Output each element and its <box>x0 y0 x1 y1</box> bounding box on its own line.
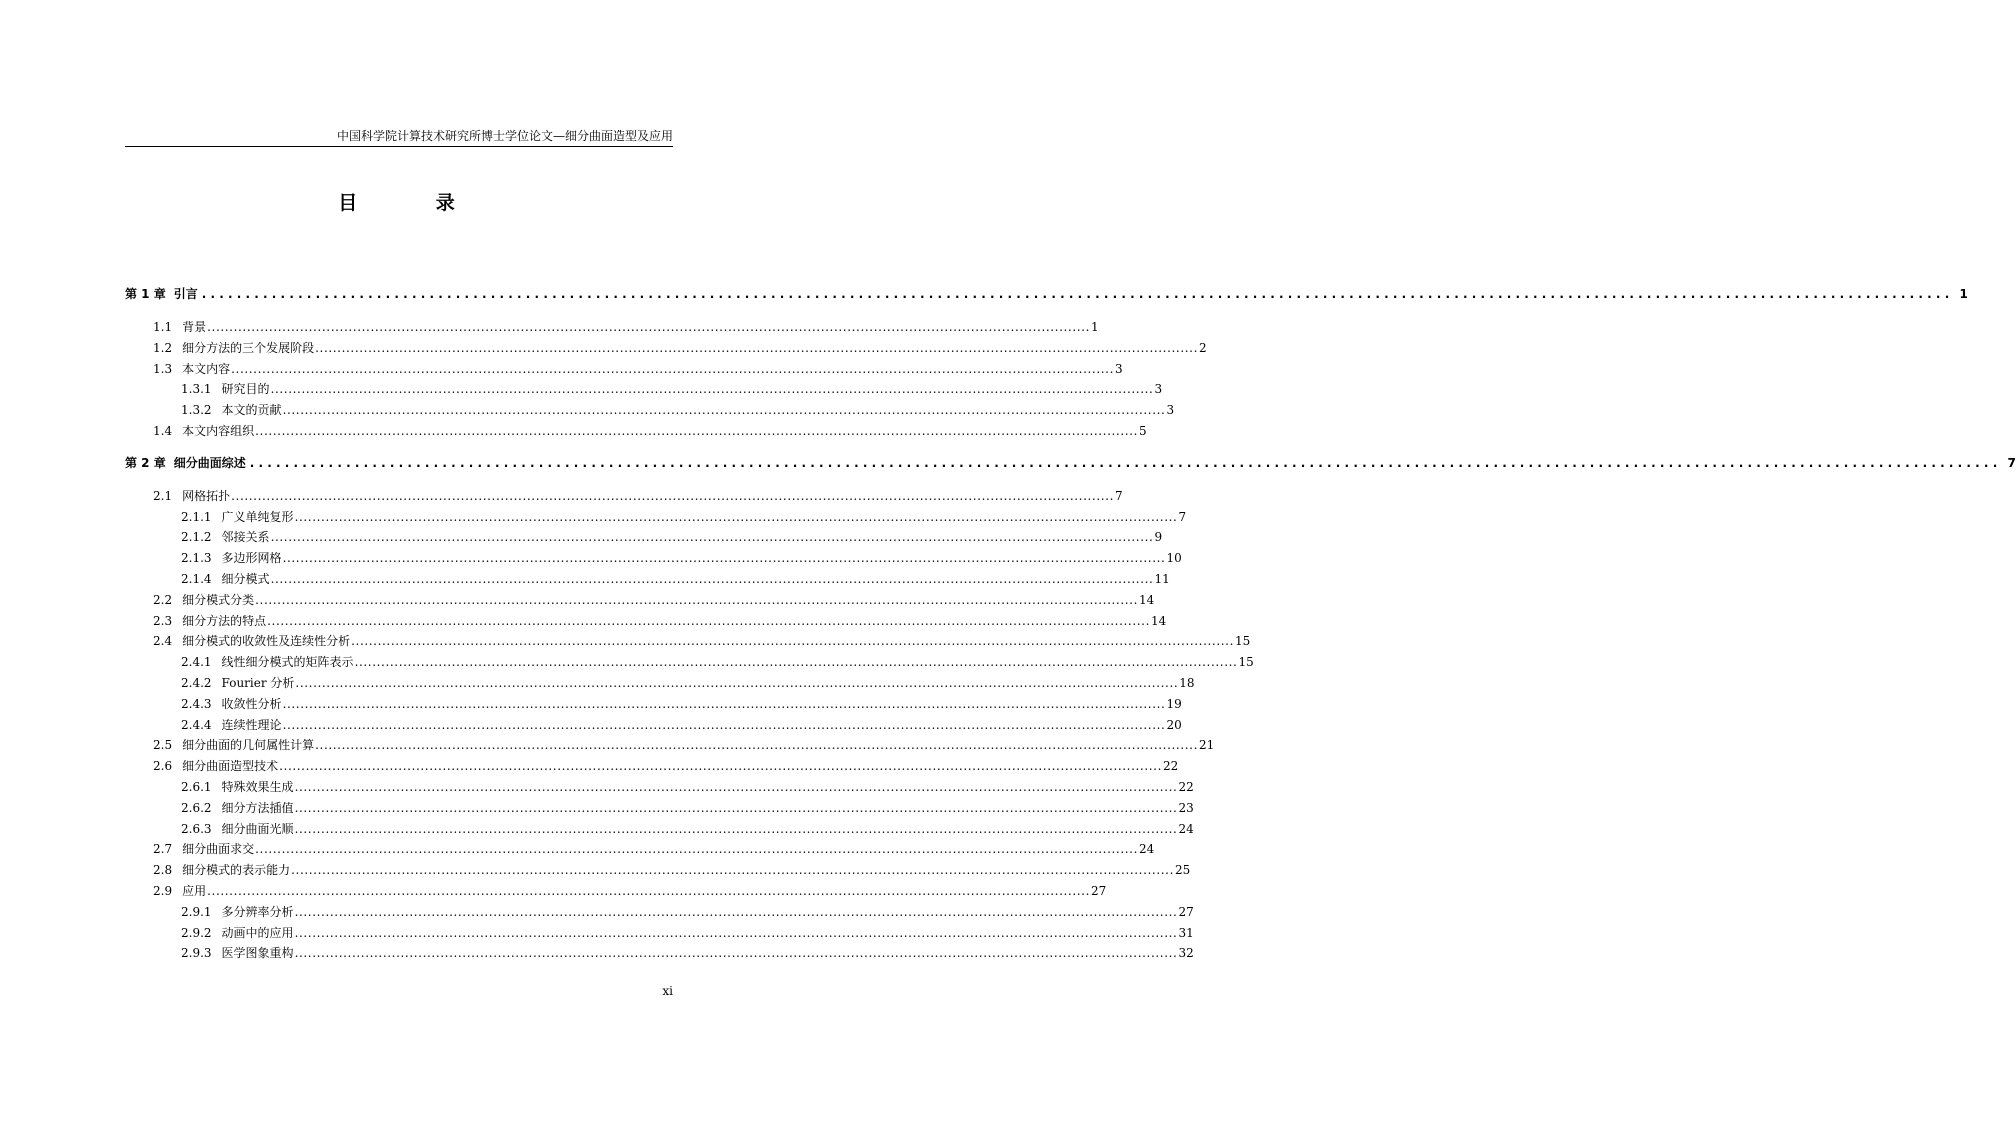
toc-entry-number: 2.9.1 <box>181 904 212 919</box>
toc-entry-title: 网格拓扑 <box>182 488 231 503</box>
toc-entry-subsection[interactable] <box>125 400 1175 420</box>
toc-entry-title: 本文内容组织 <box>182 424 255 438</box>
toc-entry-number: 2.1.2 <box>181 530 212 545</box>
toc-entry-section[interactable] <box>125 611 1167 631</box>
toc-entry-page: 31 <box>1178 925 1194 940</box>
toc-entry-number: 2.8 <box>153 863 173 878</box>
toc-leader-dots: ........................................................................................................................................................................................................ <box>201 287 1954 301</box>
toc-entry-page: 27 <box>1178 904 1194 919</box>
toc-entry-number: 2.1.4 <box>181 572 212 586</box>
toc-leader-dots: ........................................................................................................................................................................................................ <box>207 884 1090 898</box>
toc-entry-title: Fourier 分析 <box>221 676 295 690</box>
toc-entry-page: 9 <box>1154 530 1163 545</box>
toc-entry-section[interactable] <box>125 317 1099 337</box>
toc-entry-subsection[interactable] <box>125 527 1163 547</box>
toc-leader-dots: ........................................................................................................................................................................................................ <box>255 592 1138 607</box>
toc-entry-subsection[interactable] <box>125 819 1194 839</box>
toc-entry-page: 14 <box>1139 592 1155 607</box>
toc-entry-section[interactable] <box>125 735 1215 755</box>
toc-entry-title: 本文内容 <box>182 361 231 376</box>
toc-entry-number: 1.3 <box>153 361 173 376</box>
toc-entry-section[interactable] <box>125 881 1107 901</box>
toc-entry-page: 2 <box>1199 340 1207 355</box>
toc-entry-title: 细分曲面造型技术 <box>182 759 279 774</box>
toc-entry-page: 15 <box>1235 634 1251 649</box>
toc-entry-page: 5 <box>1139 424 1147 438</box>
toc-entry-number: 2.6.1 <box>181 780 212 794</box>
toc-entry-page: 24 <box>1139 842 1155 857</box>
header-rule <box>125 146 673 147</box>
toc-entry-page: 7 <box>1115 488 1123 503</box>
toc-entry-title: 细分曲面的几何属性计算 <box>182 738 315 753</box>
toc-entry-title: 细分曲面求交 <box>182 842 255 857</box>
toc-entry-title: 背景 <box>182 320 207 334</box>
toc-entry-section[interactable] <box>125 486 1123 506</box>
toc-entry-title: 广义单纯复形 <box>221 509 294 524</box>
toc-leader-dots: ........................................................................................................................................................................................................ <box>351 634 1234 649</box>
toc-entry-section[interactable] <box>125 338 1207 358</box>
toc-entry-number: 2.6.2 <box>181 800 212 815</box>
toc-entry-section[interactable] <box>125 631 1251 651</box>
toc-leader-dots: ........................................................................................................................................................................................................ <box>291 863 1174 878</box>
toc-entry-number: 2.1 <box>153 488 173 503</box>
toc-entry-title: 细分模式分类 <box>182 592 255 607</box>
toc-entry-number: 1.4 <box>153 424 173 438</box>
toc-entry-page: 7 <box>2007 455 2016 470</box>
toc-entry-title: 连续性理论 <box>221 717 282 732</box>
toc-leader-dots: ........................................................................................................................................................................................................ <box>315 738 1198 753</box>
toc-entry-title: 动画中的应用 <box>221 925 294 940</box>
toc-entry-page: 3 <box>1115 361 1123 376</box>
toc-entry-page: 19 <box>1166 696 1182 711</box>
toc-entry-title: 特殊效果生成 <box>221 780 294 794</box>
toc-entry-page: 18 <box>1179 676 1195 690</box>
toc-entry-number: 1.3.1 <box>181 382 212 397</box>
toc-leader-dots: ........................................................................................................................................................................................................ <box>267 613 1150 628</box>
toc-entry-subsection[interactable] <box>125 673 1195 693</box>
toc-entry-number: 2.4.3 <box>181 696 212 711</box>
toc-entry-section[interactable] <box>125 860 1191 880</box>
toc-entry-title: 本文的贡献 <box>221 403 282 418</box>
toc-entry-number: 2.4 <box>153 634 173 649</box>
toc-leader-dots: ........................................................................................................................................................................................................ <box>231 361 1114 376</box>
toc-entry-page: 1 <box>1091 320 1099 334</box>
toc-entry-page: 7 <box>1178 509 1187 524</box>
toc-entry-number: 2.1.3 <box>181 551 212 566</box>
toc-leader-dots: ........................................................................................................................................................................................................ <box>294 509 1178 524</box>
toc-entry-number: 2.1.1 <box>181 509 212 524</box>
toc-leader-dots: ........................................................................................................................................................................................................ <box>279 759 1162 774</box>
toc-entry-subsection[interactable] <box>125 715 1182 735</box>
toc-leader-dots: ........................................................................................................................................................................................................ <box>282 717 1166 732</box>
toc-entry-page: 1 <box>1959 287 1968 301</box>
toc-entry-subsection[interactable] <box>125 777 1194 797</box>
toc-entry-number: 2.6 <box>153 759 173 774</box>
toc-entry-number: 2.3 <box>153 613 173 628</box>
toc-entry-title: 细分模式的收敛性及连续性分析 <box>182 634 351 649</box>
toc-entry-subsection[interactable] <box>125 798 1194 818</box>
toc-entry-number: 2.4.1 <box>181 655 212 670</box>
toc-entry-title: 细分模式的表示能力 <box>182 863 291 878</box>
toc-entry-page: 3 <box>1154 382 1163 397</box>
toc-entry-title: 多边形网格 <box>221 551 282 566</box>
toc-leader-dots: ........................................................................................................................................................................................................ <box>255 424 1138 438</box>
toc-leader-dots: ........................................................................................................................................................................................................ <box>270 382 1154 397</box>
toc-entry-number: 2.2 <box>153 592 173 607</box>
toc-entry-page: 3 <box>1166 403 1175 418</box>
toc-entry-title: 收敛性分析 <box>221 696 282 711</box>
toc-entry-number: 1.3.2 <box>181 403 212 418</box>
toc-entry-title: 细分曲面综述 <box>173 455 246 470</box>
toc-entry-section[interactable] <box>125 590 1155 610</box>
toc-leader-dots: ........................................................................................................................................................................................................ <box>294 821 1178 836</box>
toc-entry-number: 2.9.3 <box>181 946 212 961</box>
toc-entry-section[interactable] <box>125 839 1155 859</box>
toc-entry-subsection[interactable] <box>125 548 1182 568</box>
toc-entry-page: 25 <box>1175 863 1191 878</box>
toc-entry-page: 27 <box>1091 884 1107 898</box>
toc-entry-title: 细分曲面光顺 <box>221 821 294 836</box>
toc-entry-number: 1.1 <box>153 320 173 334</box>
toc-entry-page: 32 <box>1178 946 1194 961</box>
toc-entry-number: 2.9 <box>153 884 173 898</box>
toc-entry-title: 细分方法的特点 <box>182 613 267 628</box>
toc-entry-page: 20 <box>1166 717 1182 732</box>
toc-entry-page: 15 <box>1238 655 1254 670</box>
toc-entry-page: 21 <box>1199 738 1215 753</box>
toc-entry-page: 22 <box>1163 759 1179 774</box>
toc-entry-page: 11 <box>1154 572 1170 586</box>
toc-entry-subsection[interactable] <box>125 923 1194 943</box>
toc-entry-chapter[interactable] <box>125 453 2016 473</box>
toc-entry-title: 医学图象重构 <box>221 946 294 961</box>
toc-leader-dots: ........................................................................................................................................................................................................ <box>315 340 1198 355</box>
toc-entry-page: 22 <box>1178 780 1194 794</box>
toc-entry-number: 2.5 <box>153 738 173 753</box>
page-number: xi <box>662 984 673 998</box>
toc-entry-section[interactable] <box>125 421 1147 441</box>
toc-entry-title: 线性细分模式的矩阵表示 <box>221 655 354 670</box>
toc-entry-number: 2.7 <box>153 842 173 857</box>
toc-leader-dots: ........................................................................................................................................................................................................ <box>270 572 1154 586</box>
toc-entry-chapter[interactable] <box>125 284 1968 304</box>
toc-leader-dots: ........................................................................................................................................................................................................ <box>231 488 1114 503</box>
toc-leader-dots: ........................................................................................................................................................................................................ <box>294 780 1178 794</box>
toc-entry-section[interactable] <box>125 756 1179 776</box>
toc-entry-title: 研究目的 <box>221 382 270 397</box>
toc-leader-dots: ........................................................................................................................................................................................................ <box>294 800 1178 815</box>
toc-entry-number: 2.4.2 <box>181 676 212 690</box>
toc-entry-subsection[interactable] <box>125 379 1163 399</box>
toc-entry-subsection[interactable] <box>125 902 1194 922</box>
toc-entry-subsection[interactable] <box>125 652 1254 672</box>
toc-entry-title: 细分方法插值 <box>221 800 294 815</box>
toc-entry-title: 细分方法的三个发展阶段 <box>182 340 315 355</box>
toc-entry-page: 10 <box>1166 551 1182 566</box>
toc-leader-dots: ........................................................................................................................................................................................................ <box>294 925 1178 940</box>
toc-entry-subsection[interactable] <box>125 569 1170 589</box>
toc-entry-number: 1.2 <box>153 340 173 355</box>
toc-entry-page: 14 <box>1151 613 1167 628</box>
toc-entry-title: 多分辨率分析 <box>221 904 294 919</box>
toc-leader-dots: ........................................................................................................................................................................................................ <box>354 655 1238 670</box>
toc-entry-section[interactable] <box>125 359 1123 379</box>
toc-entry-subsection[interactable] <box>125 507 1187 527</box>
toc-entry-subsection[interactable] <box>125 694 1182 714</box>
toc-entry-title: 细分模式 <box>221 572 270 586</box>
page-title: 目 录 <box>338 192 491 214</box>
toc-entry-number: 2.6.3 <box>181 821 212 836</box>
toc-leader-dots: ........................................................................................................................................................................................................ <box>294 904 1178 919</box>
toc-leader-dots: ........................................................................................................................................................................................................ <box>255 842 1138 857</box>
toc-entry-page: 24 <box>1178 821 1194 836</box>
toc-entry-title: 引言 <box>173 287 198 301</box>
toc-entry-page: 23 <box>1178 800 1194 815</box>
toc-entry-title: 邻接关系 <box>221 530 270 545</box>
toc-leader-dots: ........................................................................................................................................................................................................ <box>270 530 1154 545</box>
running-header: 中国科学院计算技术研究所博士学位论文—细分曲面造型及应用 <box>336 129 673 143</box>
toc-leader-dots: ........................................................................................................................................................................................................ <box>207 320 1090 334</box>
toc-leader-dots: ........................................................................................................................................................................................................ <box>295 676 1179 690</box>
toc-leader-dots: ........................................................................................................................................................................................................ <box>294 946 1178 961</box>
toc-leader-dots: ........................................................................................................................................................................................................ <box>282 696 1166 711</box>
toc-entry-title: 应用 <box>182 884 207 898</box>
toc-entry-subsection[interactable] <box>125 943 1194 963</box>
toc-leader-dots: ........................................................................................................................................................................................................ <box>249 455 2002 470</box>
toc-entry-number: 2.9.2 <box>181 925 212 940</box>
toc-entry-number: 2.4.4 <box>181 717 212 732</box>
toc-leader-dots: ........................................................................................................................................................................................................ <box>282 551 1166 566</box>
toc-entry-number: 第 1 章 <box>125 287 166 301</box>
toc-leader-dots: ........................................................................................................................................................................................................ <box>282 403 1166 418</box>
toc-entry-number: 第 2 章 <box>125 455 166 470</box>
